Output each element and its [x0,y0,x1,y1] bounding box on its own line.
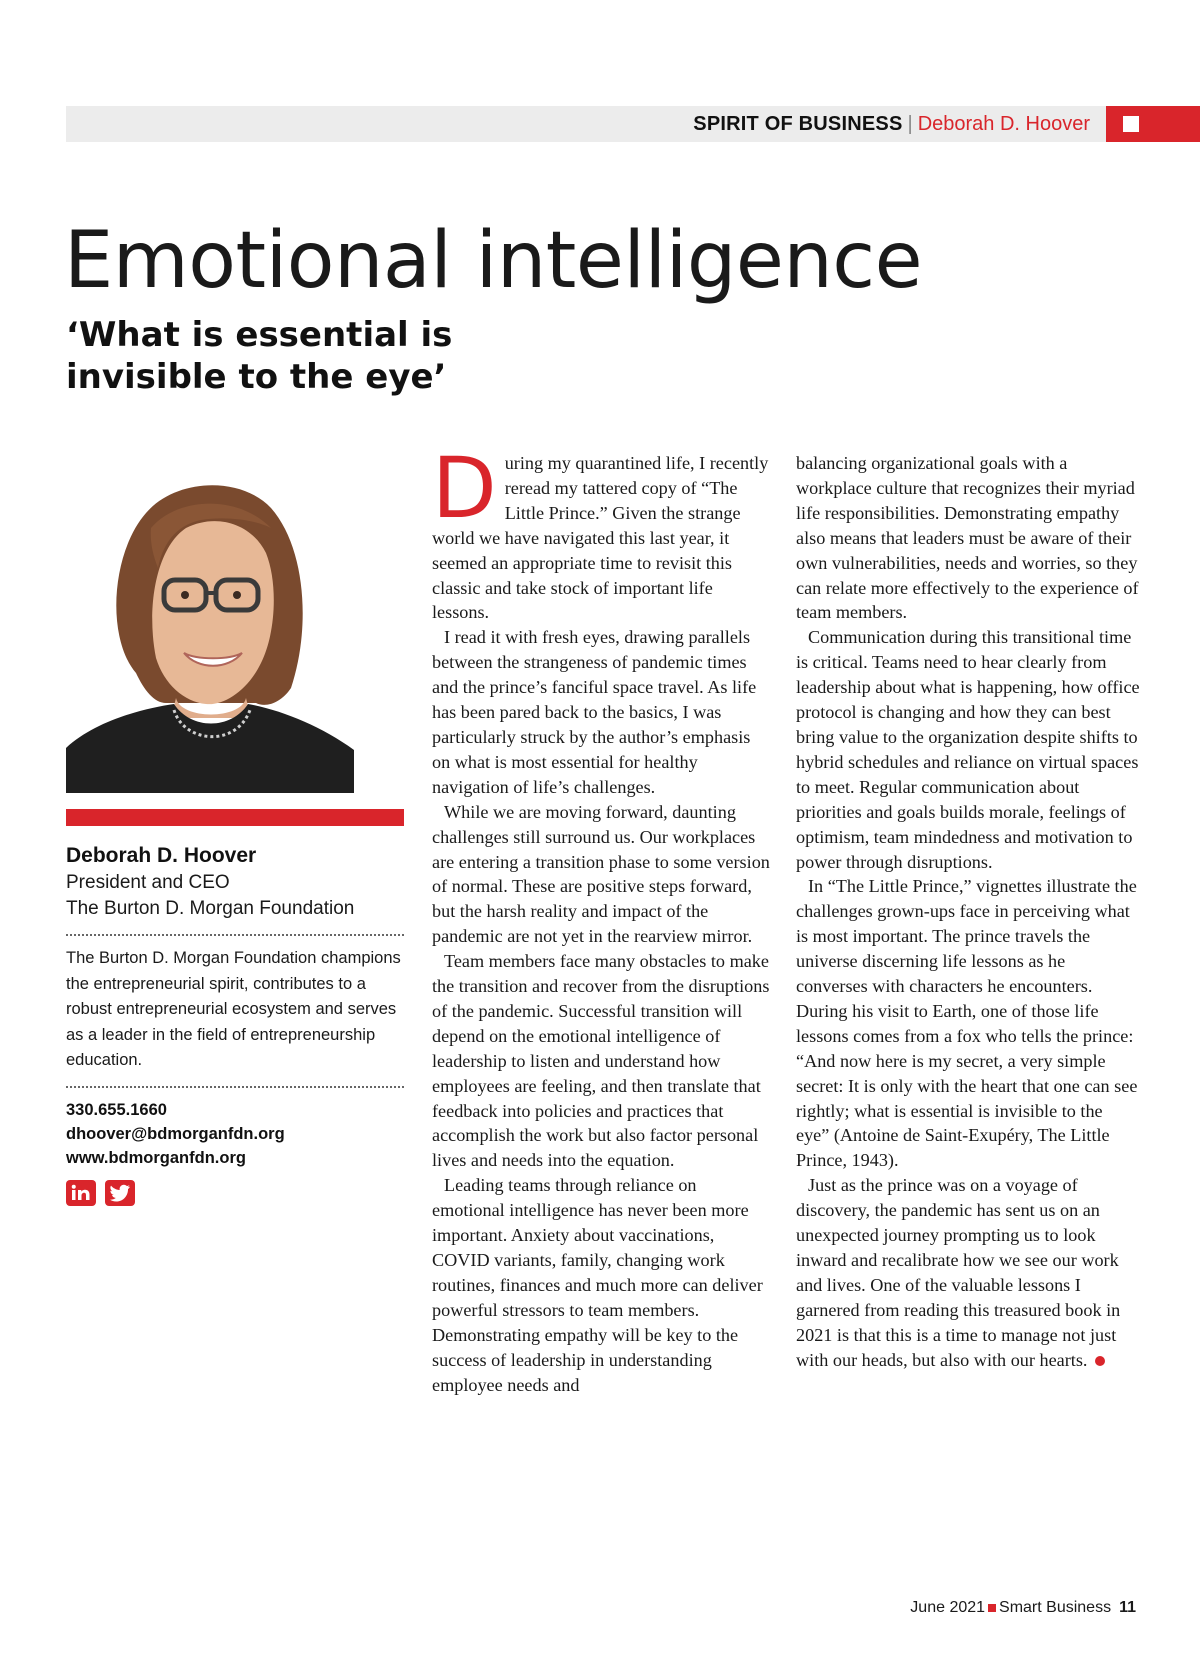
article-paragraph: In “The Little Prince,” vignettes illustrate the challenges grown-ups face in perceiving what is most important. The prince travels the universe discerning life lessons as he converses with characters he encounters. During his visit to Earth, one of those life lessons comes from a fox who tells the prince: “And now here is my secret, a very simple secret: It is only with the heart that one can see rightly; what is essential is invisible to the eye” (Antoine de Saint-Exupéry, The Little Prince, 1943). [796,876,1138,1171]
social-links [66,1180,406,1206]
article-column-1 [432,439,770,1397]
author-info-block [66,842,406,1206]
sidebar-red-rule [66,809,404,826]
page-title: Emotional intelligence [64,216,923,306]
header-author: Deborah D. Hoover [917,113,1090,135]
author-portrait-image [66,458,354,793]
drop-cap: D [432,439,497,537]
organization-bio: The Burton D. Morgan Foundation champions the entrepreneurial spirit, contributes to a robust entrepreneurial ecosystem and serves as a leader in the field of entrepreneurship education. [66,949,401,1069]
header-separator: | [907,113,913,135]
article-paragraph-text: Just as the prince was on a voyage of discovery, the pandemic has sent us on an unexpected journey prompting us to look inward and recalibrate how we see our work and lives. One of the valuable lessons I garnered from reading this treasured book in 2021 is that this is a time to manage not just with our heads, but also with our hearts. [796,1175,1121,1370]
linkedin-icon[interactable] [66,1180,96,1206]
section-name: SPIRIT OF BUSINESS [693,113,903,135]
article-paragraph [796,1173,1140,1372]
contact-website[interactable]: www.bdmorganfdn.org [66,1148,246,1167]
square-icon [988,1604,996,1612]
article-column-2 [796,451,1140,1373]
author-role: President and CEO [66,872,230,893]
page-subtitle: ‘What is essential is invisible to the eye’ [66,315,453,397]
article-paragraph: I read it with fresh eyes, drawing parallels between the strangeness of pandemic times and the prince’s fanciful space travel. As life has been pared back to the basics, I was particularly struck by the author’s emphasis on what is most essential for healthy navigation of life’s challenges. [432,627,757,797]
footer-date: June 2021 [910,1599,986,1616]
square-icon [1123,116,1139,132]
article-paragraph-text: uring my quarantined life, I recently reread my tattered copy of “The Little Prince.” Given the strange world we have navigated this last year, it seemed an appropriate time to revisit this classic and take stock of important life lessons. [432,453,769,623]
author-name: Deborah D. Hoover [66,844,257,867]
contact-phone: 330.655.1660 [66,1100,167,1119]
end-mark-icon [1095,1356,1105,1366]
footer-publication: Smart Business [999,1599,1112,1616]
article-paragraph: Communication during this transitional time is critical. Teams need to hear clearly from leadership about what is happening, how office protocol is changing and how they can best bring value to the organization despite shifts to hybrid schedules and reliance on virtual spaces to meet. Regular communication about priorities and goals builds morale, feelings of optimism, team mindedness and motivation to power through disruptions. [796,627,1140,872]
dotted-divider [66,1086,404,1088]
page-number: 11 [1119,1599,1136,1616]
author-organization: The Burton D. Morgan Foundation [66,898,355,919]
page-footer [910,1597,1136,1619]
article-paragraph [432,439,770,625]
section-header-bar [66,106,1200,142]
twitter-icon[interactable] [105,1180,135,1206]
article-paragraph: Leading teams through reliance on emotional intelligence has never been more important. Anxiety about vaccinations, COVID variants, family, changing work routines, finances and much more can deliver powerful stressors to team members. Demonstrating empathy will be key to the success of leadership in understanding employee needs and [432,1175,763,1395]
article-paragraph: balancing organizational goals with a workplace culture that recognizes their myriad life responsibilities. Demonstrating empathy also means that leaders must be aware of their own vulnerabilities, needs and worries, so they can relate more effectively to the experience of team members. [796,453,1139,623]
contact-email[interactable]: dhoover@bdmorganfdn.org [66,1124,285,1143]
section-header-text [693,113,1090,135]
article-paragraph: Team members face many obstacles to make the transition and recover from the disruptions of the pandemic. Successful transition will depend on the emotional intelligence of leadership to listen and understand how employees are feeling, and then translate that feedback into policies and practices that accomplish the work but also factor personal lives and needs into the equation. [432,951,770,1171]
header-accent-block [1106,106,1200,142]
article-paragraph: While we are moving forward, daunting challenges still surround us. Our workplaces are entering a transition phase to some version of normal. These are positive steps forward, but the harsh reality and impact of the pandemic are not yet in the rearview mirror. [432,801,770,947]
dotted-divider [66,934,404,936]
